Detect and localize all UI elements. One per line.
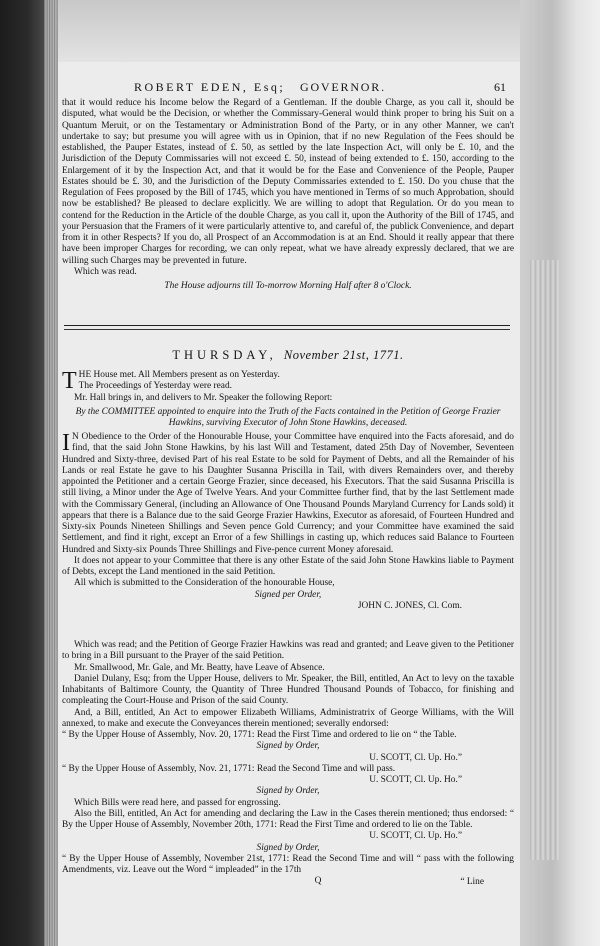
day-name: THURSDAY, bbox=[172, 348, 277, 362]
proceeding-3: Daniel Dulany, Esq; from the Upper House, delivers to Mr. Speaker, the Bill, entitled, An Act to levy on the taxable Inhabitants of Baltimore County, the Quantity of Three Hundred Thousand Pounds of Tobacco, for finishing and compleating the Court-House and Prison of the said County. bbox=[62, 673, 514, 707]
report-body bbox=[62, 432, 514, 612]
section-rule-bottom bbox=[64, 329, 510, 330]
signature-mark: Q bbox=[314, 876, 322, 887]
passed-line: Which Bills were read here, and passed for engrossing. bbox=[74, 797, 281, 808]
top-margin bbox=[58, 0, 520, 62]
report-signature: JOHN C. JONES, Cl. Com. bbox=[357, 600, 462, 611]
day-date: November 21st, 1771. bbox=[283, 348, 404, 362]
dropcap-i: I bbox=[62, 430, 70, 456]
adjourn-line: The House adjourns till To-morrow Morning Half after 8 o'Clock. bbox=[164, 281, 412, 291]
report-paragraph-1: N Obedience to the Order of the Honourable House, your Committee have enquired into the Facts aforesaid, and do find, that the said John Stone Hawkins, by his last Will and Testament, dated 25th Day of November, Seventeen Hundred and Sixty-three, devised Part of his real Estate to be sold for Payment of Debts, and all the Remainder of his Lands or real Estate he gave to his Daughter Susanna Priscilla in Tail, with divers Remainders over, and thereby appointed the Petitioner and a certain George Frazier, since deceased, his Executors. That the said Susanna Priscilla is still living, a Minor under the Age of Twelve Years. And your Committee further find, that by the last Settlement made with the Commissary General, (including an Allowance of One Thousand Pounds Maryland Currency for Lands sold) it appears that there is a Balance due to the said George Frazier Hawkins, Executor as aforesaid, of Fourteen Hundred and Sixty-six Pounds Nineteen Shillings and Seven pence Gold Currency; and your Committee have examined the said Settlement, and find it right, except an Error of a few Shillings in casting up, which reduces said Balance to Fourteen Hundred and Sixty-six Pounds Three Shillings and Five-pence current Money aforesaid. bbox=[62, 432, 514, 555]
previous-day-paragraph: that it would reduce his Income below the Regard of a Gentleman. If the double Charge, as you call it, should be disputed, what would be the Decision, or whether the Commissary-General would think proper to bring his Suit on a Quantum Meruit, or on the Testamentary or Administration Bond of the Party, or in any other Manner, we can't undertake to say; but presume you will agree with us in Opinion, that if no new Regulation of the Fees should be established, the Pauper Estates, instead of £. 50, as settled by the late Inspection Act, will only be £. 10, and the Jurisdiction of the Deputy Commissaries will not exceed £. 50, instead of being extended to £. 150, according to the Enlargement of it by the Inspection Act, and that it would be for the Ease and Convenience of the People, Pauper Estates should be £. 30, and the Jurisdiction of the Deputy Commissaries extended to £. 150. Do you chuse that the Regulation of Fees proposed by the Bill of 1745, which you have mentioned in Terms of so much Approbation, should now be established? Be pleased to declare explicitly. We are willing to adopt that Regulation. Or do you mean to contend for the Reduction in the Article of the double Charge, as you call it, upon the Authority of the Bill of 1745, and your Persuasion that the Framers of it were particularly attentive to, and careful of, the publick Convenience, and depart from it in other Respects? If you do, all Prospect of an Accommodation is at an End. Should it really appear that there have been improper Charges for recording, we can only repeat, what we have already expressly declared, that we are willing such Charges may be prevented in future. bbox=[62, 98, 514, 266]
also-line: Also the Bill, entitled, An Act for amending and declaring the Law in the Cases therein mentioned; thus endorsed: “ By the Upper House of Assembly, November 20th, 1771: Read the First Time and ordered to lie on the Table. bbox=[62, 808, 514, 830]
day-heading bbox=[62, 348, 514, 363]
endorse-signed-2: Signed by Order, bbox=[256, 786, 320, 797]
report-paragraph-3: All which is submitted to the Consideration of the honourable House, bbox=[74, 578, 335, 589]
endorse-clerk-1: U. SCOTT, Cl. Up. Ho.” bbox=[369, 752, 462, 763]
opening-line-1: HE House met. All Members present as on Yesterday. bbox=[78, 370, 280, 380]
catchword: “ Line bbox=[460, 876, 484, 887]
section-rule-top bbox=[64, 325, 510, 326]
report-title: By the COMMITTEE appointed to enquire into the Truth of the Facts contained in the Petition of George Frazier Hawkins, surviving Executor of John Stone Hawkins, deceased. bbox=[75, 407, 501, 429]
proceeding-4: And, a Bill, entitled, An Act to empower Elizabeth Williams, Administratrix of George Williams, with the Will annexed, to make and execute the Conveyances therein mentioned; severally endorsed: bbox=[62, 707, 514, 729]
proceeding-5: “ By the Upper House of Assembly, Nov. 20, 1771: Read the First Time and ordered to lie on “ the Table. bbox=[62, 730, 457, 740]
running-head-subtitle: GOVERNOR. bbox=[300, 80, 386, 94]
endorse-clerk-3: U. SCOTT, Cl. Up. Ho.” bbox=[369, 831, 462, 842]
proceedings-section bbox=[62, 640, 514, 888]
endorse-signed-1: Signed by Order, bbox=[256, 741, 320, 752]
report-title-block bbox=[62, 407, 514, 430]
dropcap-t: T bbox=[62, 368, 77, 394]
running-head-title: ROBERT EDEN, Esq; bbox=[134, 80, 286, 94]
running-head bbox=[62, 80, 510, 96]
read-line: Which was read. bbox=[74, 266, 137, 277]
endorse-clerk-2: U. SCOTT, Cl. Up. Ho.” bbox=[369, 775, 462, 785]
page-edges-right-stripes bbox=[530, 260, 560, 860]
last-line: “ By the Upper House of Assembly, November 21st, 1771: Read the Second Time and will “ pass with the following Amendments, viz. Leave out the Word “ impleaded” in the 17th bbox=[62, 853, 514, 875]
report-paragraph-2: It does not appear to your Committee that there is any other Estate of the said John Stone Hawkins liable to Payment of Debts, except the Land mentioned in the said Petition. bbox=[62, 555, 514, 577]
endorse-line-2: “ By the Upper House of Assembly, Nov. 21, 1771: Read the Second Time and will pass. bbox=[62, 763, 396, 774]
page-number: 61 bbox=[494, 80, 506, 94]
report-signed-per-order: Signed per Order, bbox=[254, 589, 322, 600]
endorse-signed-3: Signed by Order, bbox=[256, 842, 320, 853]
opening-line-3: Mr. Hall brings in, and delivers to Mr. Speaker the following Report: bbox=[74, 392, 333, 403]
opening-section bbox=[62, 370, 514, 404]
proceeding-1: Which was read; and the Petition of George Frazier Hawkins was read and granted; and Leave given to the Petitioner to bring in a Bill pursuant to the Prayer of the said Petition. bbox=[62, 640, 514, 662]
opening-line-2: The Proceedings of Yesterday were read. bbox=[78, 381, 233, 392]
previous-day-section bbox=[62, 98, 514, 292]
proceeding-2: Mr. Smallwood, Mr. Gale, and Mr. Beatty, have Leave of Absence. bbox=[74, 662, 325, 673]
